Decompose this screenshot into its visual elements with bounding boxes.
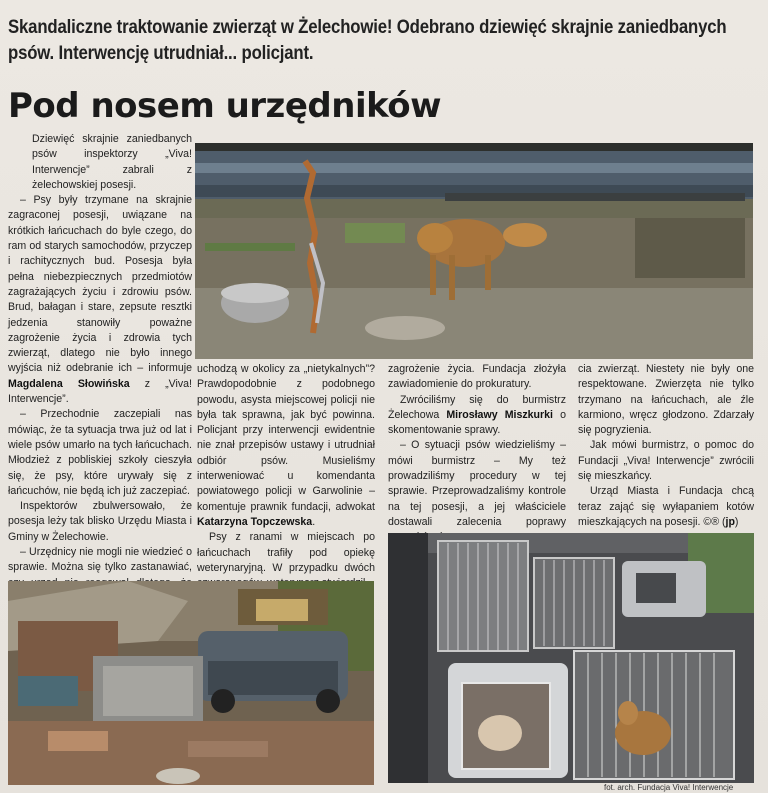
text: ): [734, 515, 739, 528]
person-name: Katarzyna Topczewska: [197, 515, 313, 528]
paragraph: Dziewięć skrajnie zaniedbanych psów inspektorzy „Viva! Interwencje” zabrali z żelechowskiej posesji.: [32, 133, 192, 191]
paragraph: [388, 393, 566, 439]
signature: jp: [725, 515, 735, 528]
text: Urząd Miasta i Fundacja chcą teraz zająć się wyłapaniem kotów mieszkających na posesji. ©® (: [578, 485, 754, 528]
person-name: Magdalena Słowińska: [8, 377, 130, 390]
text: .: [312, 515, 316, 528]
column-2: [197, 362, 375, 591]
text: o skomentowanie sprawy.: [388, 408, 566, 437]
paragraph: – Przechodnie zaczepiali nas mówiąc, że ta sytuacja trwa już od lat i wiele psów umarło na tych łańcuchach. Młodzież z pobliskiej szkoły cieszyła się, że psy, które urywały się z łańcuchów, nie będą ich już zaczepiać.: [8, 408, 192, 497]
photo-dog-under-trailer: [195, 143, 753, 359]
article-headline: Pod nosem urzędników: [8, 86, 442, 126]
article-kicker: Skandaliczne traktowanie zwierząt w Żelechowie! Odebrano dziewięć skrajnie zaniedbanych psów. Interwencję utrudniał... policjant.: [8, 16, 727, 64]
column-3: [388, 362, 566, 546]
column-1: [8, 132, 192, 606]
paragraph: Inspektorów zbulwersowało, że posesja leży tak blisko Urzędu Miasta i Gminy w Żelechowie.: [8, 500, 192, 543]
photo-junkyard-car: [8, 581, 374, 785]
photo-caption: fot. arch. Fundacja Viva! Interwencje: [604, 783, 734, 792]
paragraph: [8, 193, 192, 407]
text: z „Viva! Interwencje”.: [8, 377, 192, 406]
paragraph: [197, 362, 375, 530]
person-name: Mirosławy Miszkurki: [446, 408, 553, 421]
text: Zwróciliśmy się do burmistrz Żelechowa: [388, 393, 566, 421]
column-4: [578, 362, 754, 530]
photo-dogs-in-crates: [388, 533, 754, 783]
paragraph: – O sytuacji psów wiedzieliśmy – mówi burmistrz – My też prowadziliśmy procedury w tej sprawie. Przeprowadzaliśmy kontrole na tej posesji, a jej właściciele dostawali zalecenia poprawy: [388, 439, 566, 528]
photo-junkyard-car-image: [8, 581, 374, 785]
paragraph: Psy z ranami w miejscach po łańcuchach trafiły pod opiekę weterynaryjną. W przypadku dwóch: [197, 531, 375, 574]
photo-dogs-in-crates-image: [388, 533, 754, 783]
text: – Psy były trzymane na skrajnie zagraconej posesji, uwiązane na krótkich łańcuchach do byle czego, do ram od starych samochodów, przyczep i rachitycznych bud. Posesja była pełna niebezpiecznych przedmiotów zagrażających życiu i zdrowiu psów. Brud, bałagan i stare, zepsute resztki jedzenia stanowiły poważne zagrożenie życia i zdrowia tych zwierząt, dlatego nie było innego wyjścia niż odebranie ich – informuje: [8, 194, 192, 375]
photo-dog-under-trailer-image: [195, 143, 753, 359]
paragraph: – Urzędnicy nie mogli nie wiedzieć o sprawie. Można się tylko zastanawiać,: [8, 546, 192, 574]
text: uchodzą w okolicy za „nietykalnych”? Prawdopodobnie z podobnego powodu, asysta miejscowej policji nie była tak sprawna, jak być powinna. Policjant przy interwencji ewidentnie nie znał przepisów ustawy i utrudniał odbiór psów. Musieliśmy interweniować u komendanta powiatowego policji w Garwolinie – komentuje prawnik fundacji, adwokat: [197, 363, 375, 513]
paragraph: zagrożenie życia. Fundacja złożyła zawiadomienie do prokuratury.: [388, 363, 566, 391]
paragraph: cia zwierząt. Niestety nie były one respektowane. Zwierzęta nie tylko trzymano na łańcuchach, ale źle karmiono, wręcz głodzono. Zdarzały się pogryzienia.: [578, 363, 754, 437]
paragraph: Jak mówi burmistrz, o pomoc do Fundacji „Viva! Interwencje” zwrócili się mieszkańcy.: [578, 439, 754, 483]
paragraph: [578, 484, 754, 530]
